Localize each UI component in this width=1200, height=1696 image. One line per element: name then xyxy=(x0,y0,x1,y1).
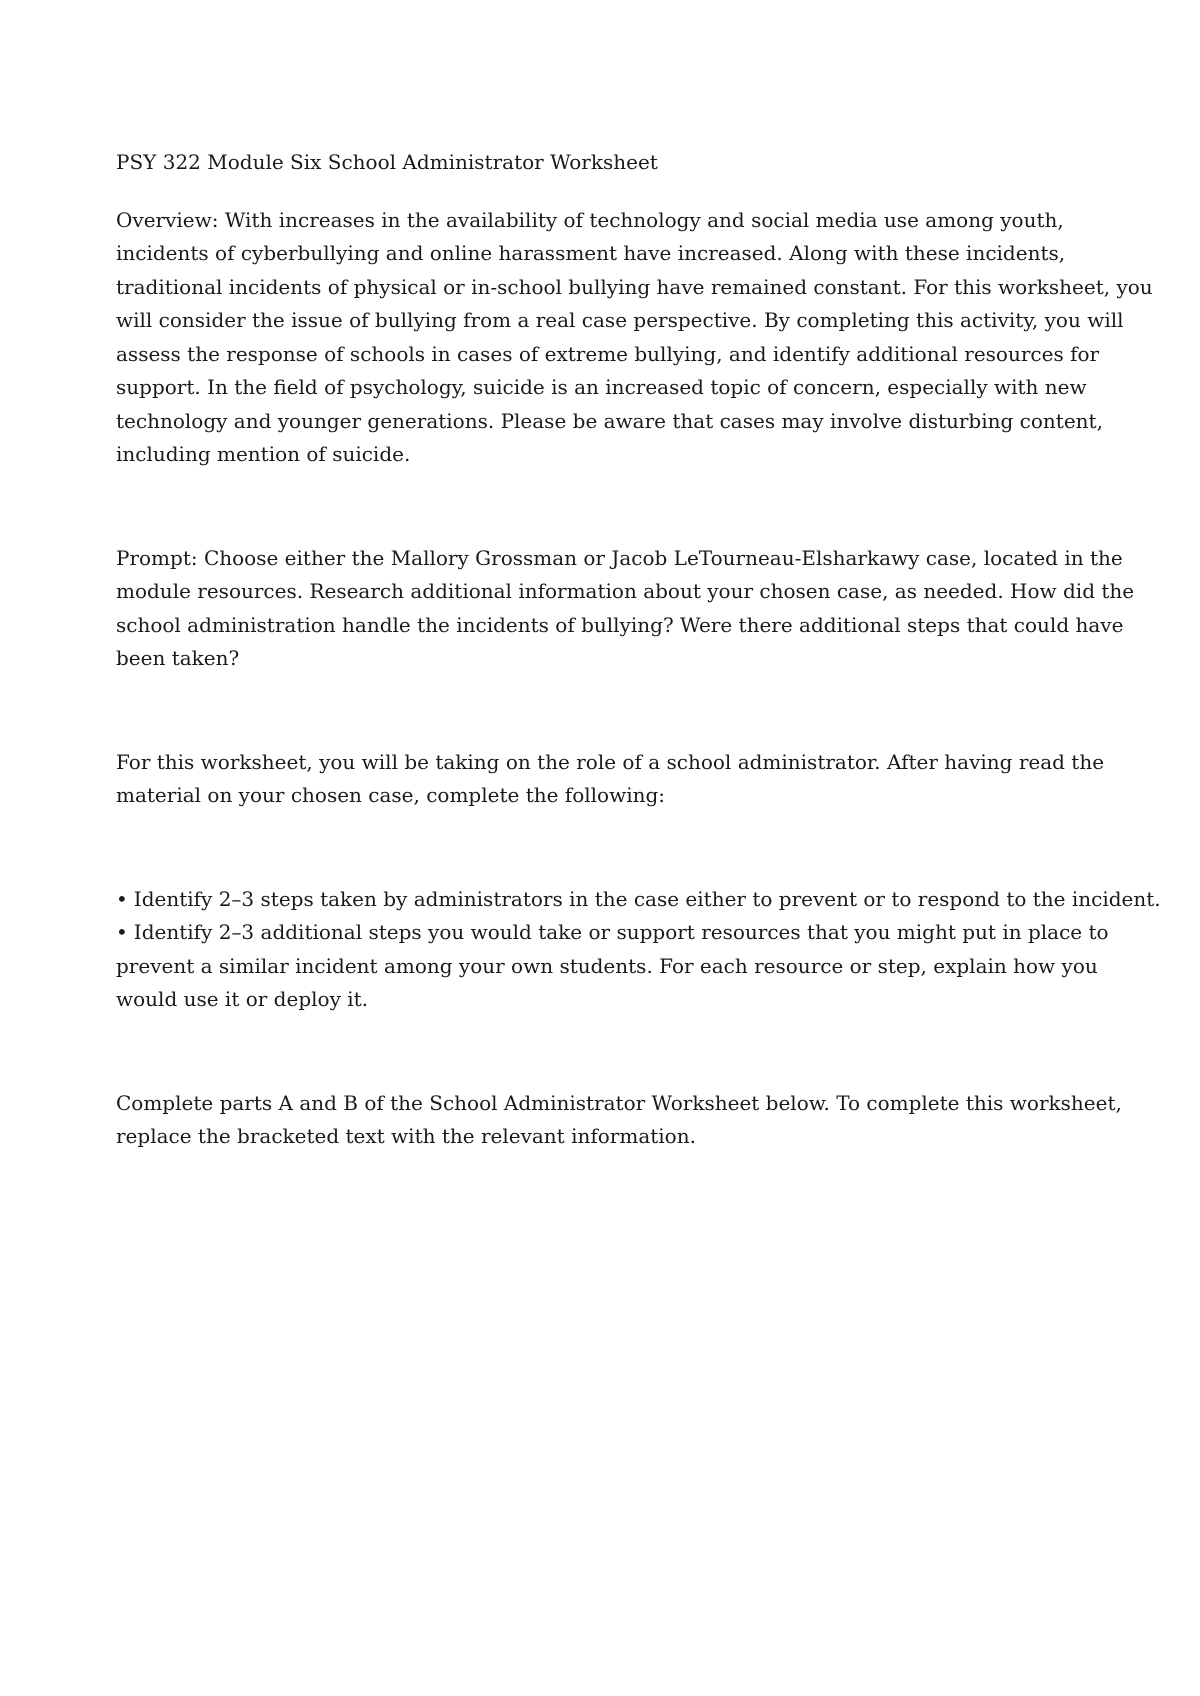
list-item-text: Identify 2–3 steps taken by administrators in the case either to prevent or to respond to the incident. xyxy=(133,886,1161,911)
spacer xyxy=(116,1017,1161,1087)
spacer xyxy=(116,676,1161,746)
list-item xyxy=(116,916,1161,1017)
overview-paragraph: Overview: With increases in the availability of technology and social media use among youth, incidents of cyberbullying and online harassment have increased. Along with these incidents, traditional incidents of physical or in-school bullying have remained constant. For this worksheet, you will consider the issue of bullying from a real case perspective. By completing this activity, you will assess the response of schools in cases of extreme bullying, and identify additional resources for support. In the field of psychology, suicide is an increased topic of concern, especially with new technology and younger generations. Please be aware that cases may involve disturbing content, including mention of suicide. xyxy=(116,207,1153,466)
spacer xyxy=(116,472,1161,542)
prompt-paragraph: Prompt: Choose either the Mallory Grossman or Jacob LeTourneau-Elsharkawy case, located in the module resources. Research additional information about your chosen case, as needed. How did the school administration handle the incidents of bullying? Were there additional steps that could have been taken? xyxy=(116,545,1135,670)
list-item xyxy=(116,883,1161,917)
list-item-text: Identify 2–3 additional steps you would take or support resources that you might put in place to prevent a similar incident among your own students. For each resource or step, explain how you would use it or deploy it. xyxy=(116,920,1109,1011)
document-title: PSY 322 Module Six School Administrator Worksheet xyxy=(116,150,658,174)
role-intro-paragraph: For this worksheet, you will be taking on the role of a school administrator. After having read the material on your chosen case, complete the following: xyxy=(116,749,1105,807)
spacer xyxy=(116,813,1161,883)
task-list xyxy=(116,883,1161,1017)
bullet-icon: • xyxy=(116,920,128,944)
instructions-paragraph: Complete parts A and B of the School Administrator Worksheet below. To complete this worksheet, replace the bracketed text with the relevant information. xyxy=(116,1090,1122,1148)
document-body xyxy=(116,146,1161,1154)
bullet-icon: • xyxy=(116,886,128,911)
